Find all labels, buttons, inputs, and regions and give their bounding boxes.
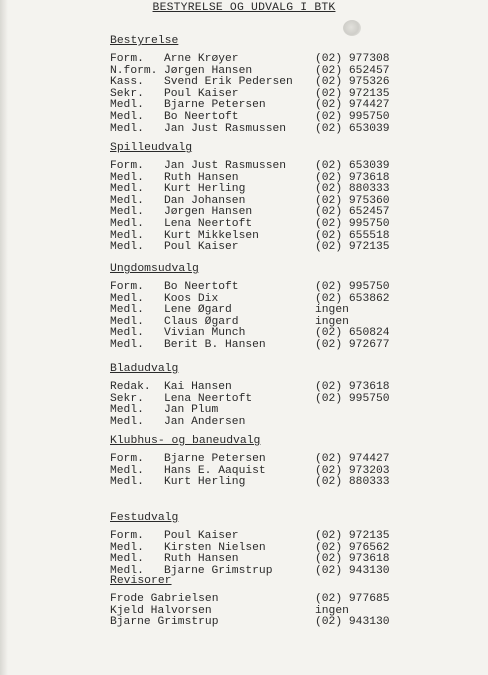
member-role: Medl. [110,338,144,351]
member-role: Sekr. [110,87,144,100]
document-title: BESTYRELSE OG UDVALG I BTK [152,2,336,14]
member-role: Medl. [110,229,144,242]
member-row [110,382,410,394]
member-role: Medl. [110,99,144,112]
member-name: Svend Erik Pedersen [164,76,293,89]
member-phone: (02) 650824 [315,327,390,340]
member-row [110,531,410,543]
member-role: Form. [110,281,144,293]
member-role: Medl. [110,476,144,489]
member-role: N.form. [110,64,158,77]
section-1 [110,141,410,254]
member-row [110,54,410,66]
member-name: Vivian Munch [164,327,246,340]
section-3 [110,362,410,428]
member-phone: (02) 653862 [315,292,390,305]
member-name: Bjarne Grimstrup [110,616,219,629]
section-heading: Ungdomsudvalg [110,263,199,275]
member-name: Ruth Hansen [164,553,239,566]
member-row [110,282,410,294]
member-name: Dan Johansen [164,194,246,207]
member-name: Bjarne Grimstrup [164,564,273,577]
section-0 [110,34,410,135]
member-role: Sekr. [110,392,144,405]
member-phone: (02) 995750 [315,281,390,293]
member-name: Poul Kaiser [164,87,239,100]
member-role: Medl. [110,183,144,196]
member-phone: (02) 943130 [315,616,390,629]
member-role: Medl. [110,327,144,340]
member-name: Frode Gabrielsen [110,593,219,605]
member-name: Berit B. Hansen [164,338,266,351]
member-role: Medl. [110,171,144,184]
member-role: Medl. [110,315,144,328]
section-heading: Klubhus- og baneudvalg [110,435,261,447]
member-phone: ingen [315,304,349,317]
member-name: Bjarne Petersen [164,453,266,465]
member-name: Lena Neertoft [164,392,253,405]
member-phone: (02) 973618 [315,171,390,184]
member-row [110,294,410,306]
member-phone: (02) 995750 [315,392,390,405]
member-role: Medl. [110,404,144,417]
member-phone: (02) 655518 [315,229,390,242]
member-row [110,242,410,254]
member-phone: (02) 975326 [315,76,390,89]
member-phone: ingen [315,315,349,328]
member-phone: (02) 880333 [315,476,390,489]
member-name: Poul Kaiser [164,530,239,542]
member-row [110,219,410,231]
member-row [110,477,410,489]
section-6 [110,574,410,629]
member-row [110,340,410,352]
member-role: Medl. [110,415,144,428]
member-name: Kurt Herling [164,476,246,489]
section-heading: Bladudvalg [110,363,179,375]
member-row [110,454,410,466]
member-name: Kjeld Halvorsen [110,604,212,617]
member-role: Form. [110,530,144,542]
member-phone: (02) 974427 [315,453,390,465]
member-phone: (02) 995750 [315,217,390,230]
member-name: Lena Neertoft [164,217,253,230]
member-role: Medl. [110,464,144,477]
page-edge-shadow [0,0,8,675]
member-role: Medl. [110,194,144,207]
member-name: Jan Andersen [164,415,246,428]
member-row [110,305,410,317]
section-heading: Spilleudvalg [110,142,193,154]
member-role: Medl. [110,122,144,135]
member-row [110,417,410,429]
member-name: Hans E. Aaquist [164,464,266,477]
member-phone: (02) 974427 [315,99,390,112]
member-role: Medl. [110,541,144,554]
member-role: Medl. [110,217,144,230]
member-name: Poul Kaiser [164,241,239,254]
member-row [110,594,410,606]
member-name: Claus Øgard [164,315,239,328]
member-role: Form. [110,453,144,465]
member-name: Bjarne Petersen [164,99,266,112]
member-role: Redak. [110,381,151,393]
member-phone: (02) 943130 [315,564,390,577]
member-name: Kurt Mikkelsen [164,229,259,242]
member-phone: (02) 977685 [315,593,390,605]
section-5 [110,511,410,577]
member-role: Medl. [110,564,144,577]
member-name: Jørgen Hansen [164,64,253,77]
member-role: Medl. [110,553,144,566]
member-row [110,112,410,124]
member-phone: ingen [315,604,349,617]
member-row [110,405,410,417]
member-phone: (02) 653039 [315,122,390,135]
member-name: Jan Just Rasmussen [164,122,287,135]
member-name: Ruth Hansen [164,171,239,184]
member-name: Kirsten Nielsen [164,541,266,554]
member-phone: (02) 976562 [315,541,390,554]
member-phone: (02) 973203 [315,464,390,477]
member-name: Arne Krøyer [164,53,239,65]
member-name: Koos Dix [164,292,219,305]
member-row [110,124,410,136]
member-role: Form. [110,53,144,65]
section-2 [110,262,410,352]
member-name: Lene Øgard [164,304,232,317]
member-phone: (02) 972135 [315,87,390,100]
member-phone: (02) 880333 [315,183,390,196]
member-phone: (02) 973618 [315,553,390,566]
section-heading: Revisorer [110,575,172,587]
member-name: Jan Just Rasmussen [164,160,287,172]
member-role: Medl. [110,292,144,305]
member-row [110,161,410,173]
member-role: Form. [110,160,144,172]
member-phone: (02) 653039 [315,160,390,172]
member-phone: (02) 977308 [315,53,390,65]
member-name: Jan Plum [164,404,219,417]
member-row [110,617,410,629]
member-phone: (02) 975360 [315,194,390,207]
member-phone: (02) 995750 [315,110,390,123]
member-name: Kurt Herling [164,183,246,196]
member-role: Medl. [110,110,144,123]
member-name: Kai Hansen [164,381,232,393]
section-4 [110,434,410,489]
member-phone: (02) 652457 [315,64,390,77]
member-role: Medl. [110,206,144,219]
member-name: Jørgen Hansen [164,206,253,219]
member-phone: (02) 973618 [315,381,390,393]
member-role: Medl. [110,304,144,317]
section-heading: Festudvalg [110,512,179,524]
member-phone: (02) 972135 [315,530,390,542]
member-role: Kass. [110,76,144,89]
member-name: Bo Neertoft [164,110,239,123]
member-phone: (02) 652457 [315,206,390,219]
member-phone: (02) 972677 [315,338,390,351]
member-role: Medl. [110,241,144,254]
member-row [110,394,410,406]
member-phone: (02) 972135 [315,241,390,254]
section-heading: Bestyrelse [110,35,179,47]
member-name: Bo Neertoft [164,281,239,293]
